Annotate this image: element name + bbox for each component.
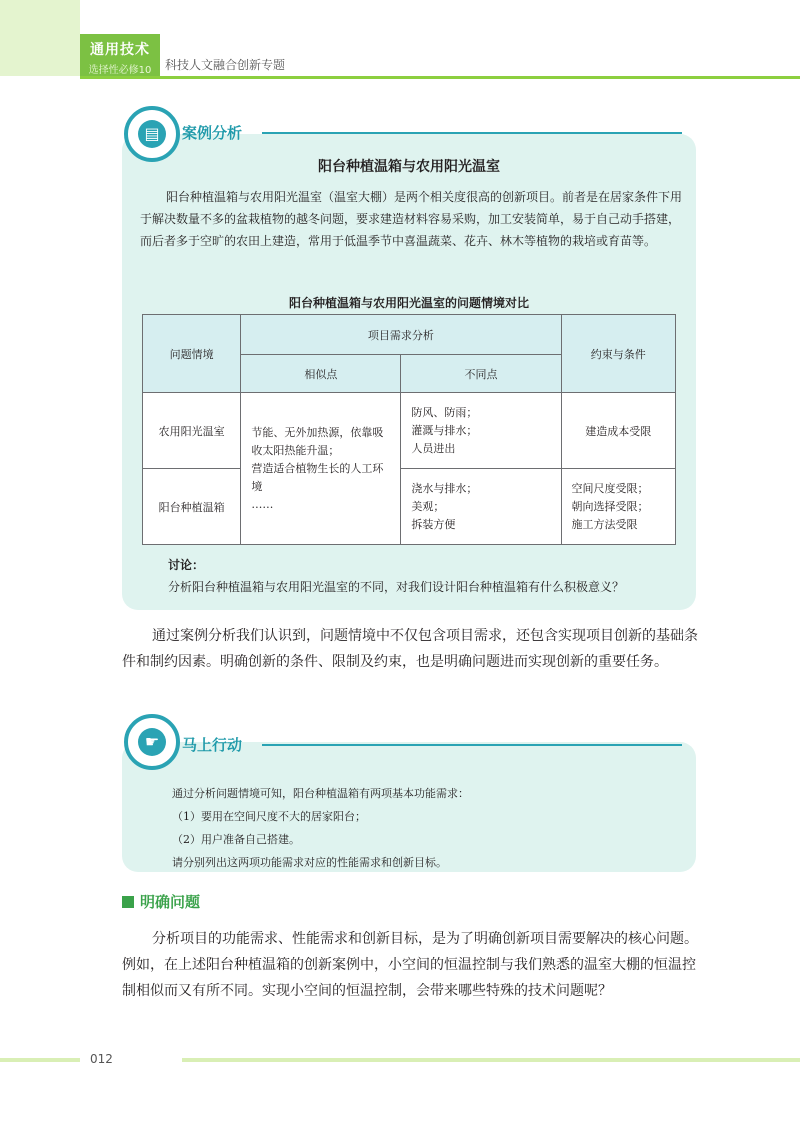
diff-point: 防风、防雨； xyxy=(411,405,478,419)
footer-rule-left xyxy=(0,1058,80,1062)
similar-cell xyxy=(241,393,401,545)
constraint-point: 建造成本受限 xyxy=(585,424,652,438)
header-book-tab xyxy=(80,34,160,76)
diff-point: 浇水与排水； xyxy=(411,481,478,495)
constraint-point: 空间尺度受限； xyxy=(571,481,649,495)
action-line: 请分别列出这两项功能需求对应的性能需求和创新目标。 xyxy=(172,856,447,869)
action-section-label: 马上行动 xyxy=(182,736,243,754)
constraint-point: 朝向选择受限； xyxy=(571,499,649,513)
header-different: 不同点 xyxy=(401,355,561,393)
case-title: 阳台种植温箱与农用阳光温室 xyxy=(318,159,500,175)
similar-point: 节能、无外加热源，依靠吸收太阳热能升温； xyxy=(251,425,384,457)
action-list xyxy=(172,782,469,874)
action-line: （2）用户准备自己搭建。 xyxy=(172,833,300,846)
comparison-table xyxy=(142,314,676,545)
row1-name: 农用阳光温室 xyxy=(143,393,241,469)
header-rule xyxy=(80,76,800,79)
section-heading-text: 明确问题 xyxy=(140,893,201,911)
header-constraint: 约束与条件 xyxy=(561,315,675,393)
action-line: （1）要用在空间尺度不大的居家阳台； xyxy=(172,810,366,823)
diff-point: 美观； xyxy=(411,499,445,513)
action-line: 通过分析问题情境可知，阳台种植温箱有两项基本功能需求： xyxy=(172,787,469,800)
action-section-rule xyxy=(262,744,682,746)
square-bullet-icon xyxy=(122,896,134,908)
footer-rule xyxy=(182,1058,800,1062)
header-left-band xyxy=(0,0,80,76)
case-icon: ▤ xyxy=(138,120,166,148)
header-problem: 问题情境 xyxy=(143,315,241,393)
gear-icon xyxy=(124,106,180,162)
case-section-rule xyxy=(262,132,682,134)
body-paragraph-2: 分析项目的功能需求、性能需求和创新目标，是为了明确创新项目需要解决的核心问题。例如，在上述阳台种植温箱的创新案例中，小空间的恒温控制与我们熟悉的温室大棚的恒温控制相似而又有所不同。实现小空间的恒温控制，会带来哪些特殊的技术问题呢？ xyxy=(122,931,698,999)
constraint-point: 施工方法受限 xyxy=(571,517,638,531)
hand-pointer-icon: ☛ xyxy=(138,728,166,756)
row2-name: 阳台种植温箱 xyxy=(143,469,241,545)
discussion-label: 讨论： xyxy=(168,558,205,572)
page-number: 012 xyxy=(90,1052,113,1066)
diff-point: 灌溉与排水； xyxy=(411,423,478,437)
similar-point: …… xyxy=(251,497,274,511)
case-section-label: 案例分析 xyxy=(182,124,243,142)
row1-diff-cell xyxy=(401,393,561,469)
book-title: 通用技术 xyxy=(90,42,150,58)
header-topic: 科技人文融合创新专题 xyxy=(165,58,286,72)
row2-constraint-cell xyxy=(561,469,675,545)
similar-point: 营造适合植物生长的人工环境 xyxy=(251,461,384,493)
row1-constraint-cell xyxy=(561,393,675,469)
header-analysis: 项目需求分析 xyxy=(241,315,561,355)
discussion-question: 分析阳台种植温箱与农用阳光温室的不同，对我们设计阳台种植温箱有什么积极意义？ xyxy=(168,580,625,594)
row2-diff-cell xyxy=(401,469,561,545)
diff-point: 人员进出 xyxy=(411,441,456,455)
section-heading xyxy=(122,891,200,912)
book-subtitle: 选择性必修10 xyxy=(88,65,152,76)
diff-point: 拆装方便 xyxy=(411,517,456,531)
table-caption: 阳台种植温箱与农用阳光温室的问题情境对比 xyxy=(288,296,529,310)
header-similar: 相似点 xyxy=(241,355,401,393)
case-paragraph: 阳台种植温箱与农用阳光温室（温室大棚）是两个相关度很高的创新项目。前者是在居家条件下用于解决数量不多的盆栽植物的越冬问题，要求建造材料容易采购，加工安装简单，易于自己动手搭建，而后者多于空旷的农田上建造，常用于低温季节中喜温蔬菜、花卉、林木等植物的栽培或育苗等。 xyxy=(140,190,683,248)
body-paragraph-1: 通过案例分析我们认识到，问题情境中不仅包含项目需求，还包含实现项目创新的基础条件和制约因素。明确创新的条件、限制及约束，也是明确问题进而实现创新的重要任务。 xyxy=(122,628,698,670)
gear-icon xyxy=(124,714,180,770)
